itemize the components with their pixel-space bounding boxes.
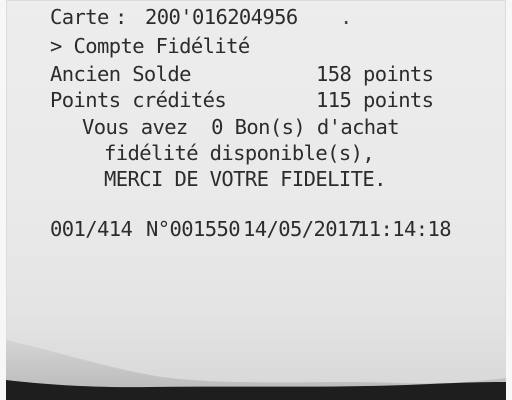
footer-time: 11:14:18 [357,217,451,241]
old-balance-value: 158 points [316,62,434,86]
message-line-1: Vous avez 0 Bon(s) d'achat [82,115,400,139]
card-dot: . [340,5,352,29]
card-number: 200'016204956 [145,5,298,29]
footer-date: 14/05/2017 [243,217,361,241]
footer-ticket: N°001550 [146,217,240,241]
message-line-3: MERCI DE VOTRE FIDELITE. [104,167,386,191]
card-label: Carte [50,5,109,29]
message-line-2: fidélité disponible(s), [104,141,375,165]
footer-store: 001/414 [50,217,133,241]
card-separator: : [115,5,127,29]
credited-label: Points crédités [50,88,227,112]
credited-value: 115 points [316,88,434,112]
receipt-paper [6,0,506,388]
account-line: > Compte Fidélité [50,34,250,58]
old-balance-label: Ancien Solde [50,62,191,86]
